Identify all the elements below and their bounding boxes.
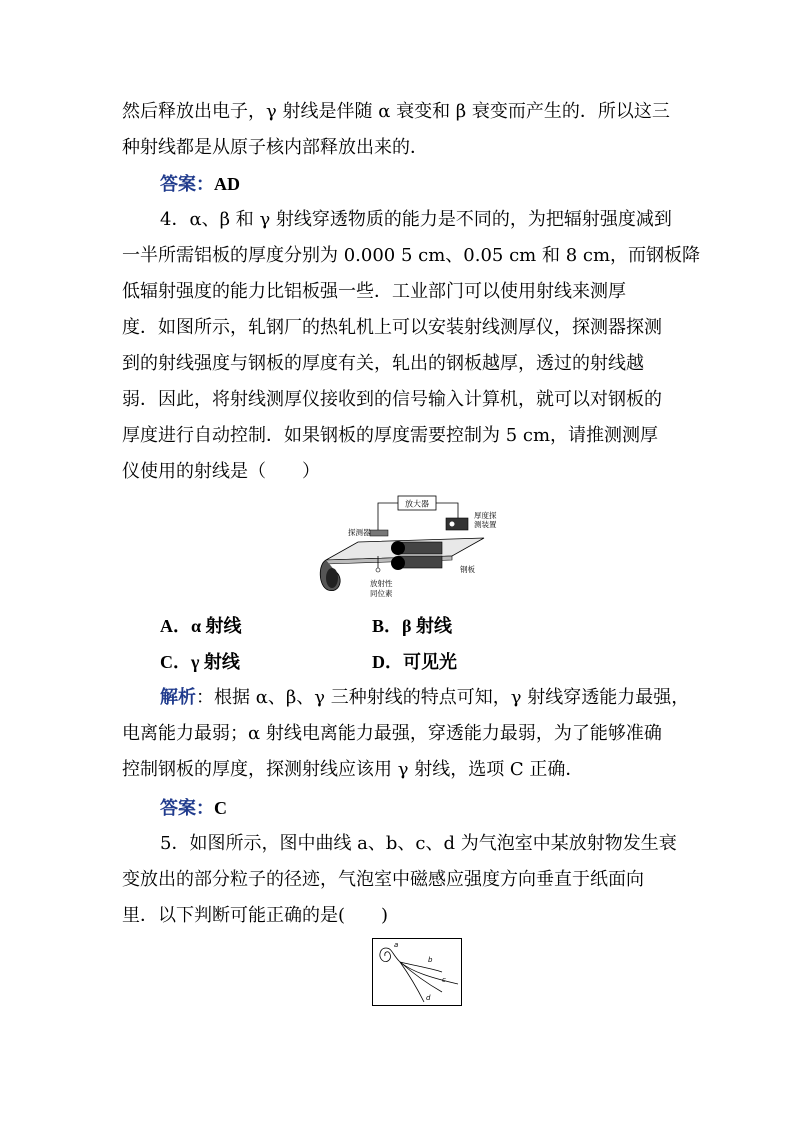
steel-label: 钢板 [460, 565, 475, 574]
q4-line-2: 一半所需铝板的厚度分别为 0.000 5 cm、0.05 cm 和 8 cm，而钢板降 [122, 245, 701, 266]
q4-line-3: 低辐射强度的能力比铝板强一些．工业部门可以使用射线来测厚 [122, 281, 626, 302]
answer-1 [160, 172, 240, 197]
probe-device-label-2: 测装置 [474, 520, 497, 529]
q4-line-5: 到的射线强度与钢板的厚度有关，轧出的钢板越厚，透过的射线越 [122, 353, 644, 374]
text-line-1: 然后释放出电子，γ 射线是伴随 α 衰变和 β 衰变而产生的．所以这三 [122, 101, 670, 122]
track-label-b: b [428, 956, 433, 964]
answer-label: 答案： [160, 174, 214, 195]
q4-line-7: 厚度进行自动控制．如果钢板的厚度需要控制为 5 cm，请推测测厚 [122, 425, 659, 446]
bubble-chamber-figure [372, 938, 462, 1006]
track-label-d: d [426, 994, 431, 1002]
probe-device [446, 518, 468, 530]
q5-line-2: 变放出的部分粒子的径迹，气泡室中磁感应强度方向垂直于纸面向 [122, 869, 644, 890]
answer-label: 答案： [160, 798, 214, 819]
analysis-line-3: 控制钢板的厚度，探测射线应该用 γ 射线，选项 C 正确． [122, 759, 584, 780]
amplifier-label: 放大器 [405, 499, 429, 509]
q4-line-4: 度．如图所示，轧钢厂的热轧机上可以安装射线测厚仪，探测器探测 [122, 317, 662, 338]
isotope-label-2: 同位素 [370, 589, 393, 598]
isotope-source [376, 568, 380, 572]
analysis-text-1: ：根据 α、β、γ 三种射线的特点可知，γ 射线穿透能力最强， [196, 687, 690, 708]
q4-line-6: 弱．因此，将射线测厚仪接收到的信号输入计算机，就可以对钢板的 [122, 389, 662, 410]
probe-device-label-1: 厚度探 [474, 511, 497, 520]
option-a: A．α 射线 [160, 616, 242, 636]
option-b: B．β 射线 [372, 616, 452, 636]
analysis-label: 解析 [160, 687, 196, 708]
answer-2 [160, 796, 227, 821]
option-c: C．γ 射线 [160, 652, 240, 672]
detector [370, 530, 388, 536]
q5-line-3: 里．以下判断可能正确的是( ) [122, 905, 389, 926]
isotope-label-1: 放射性 [370, 579, 393, 588]
track-label-a: a [394, 941, 399, 949]
analysis-line-2: 电离能力最弱；α 射线电离能力最强，穿透能力最弱，为了能够准确 [122, 723, 662, 744]
answer-value: AD [214, 174, 240, 194]
q4-line-1: 4．α、β 和 γ 射线穿透物质的能力是不同的，为把辐射强度减到 [160, 209, 672, 230]
rolling-mill-figure [318, 494, 497, 602]
text-line-2: 种射线都是从原子核内部释放出来的． [122, 137, 428, 158]
q4-line-8: 仪使用的射线是（ ） [122, 461, 320, 482]
track-label-c: c [442, 976, 446, 984]
q5-line-1: 5．如图所示，图中曲线 a、b、c、d 为气泡室中某放射物发生衰 [160, 833, 677, 854]
option-d: D．可见光 [372, 652, 457, 672]
answer-value: C [214, 798, 227, 818]
detector-label: 探测器 [348, 528, 371, 537]
analysis-line-1 [160, 686, 689, 710]
